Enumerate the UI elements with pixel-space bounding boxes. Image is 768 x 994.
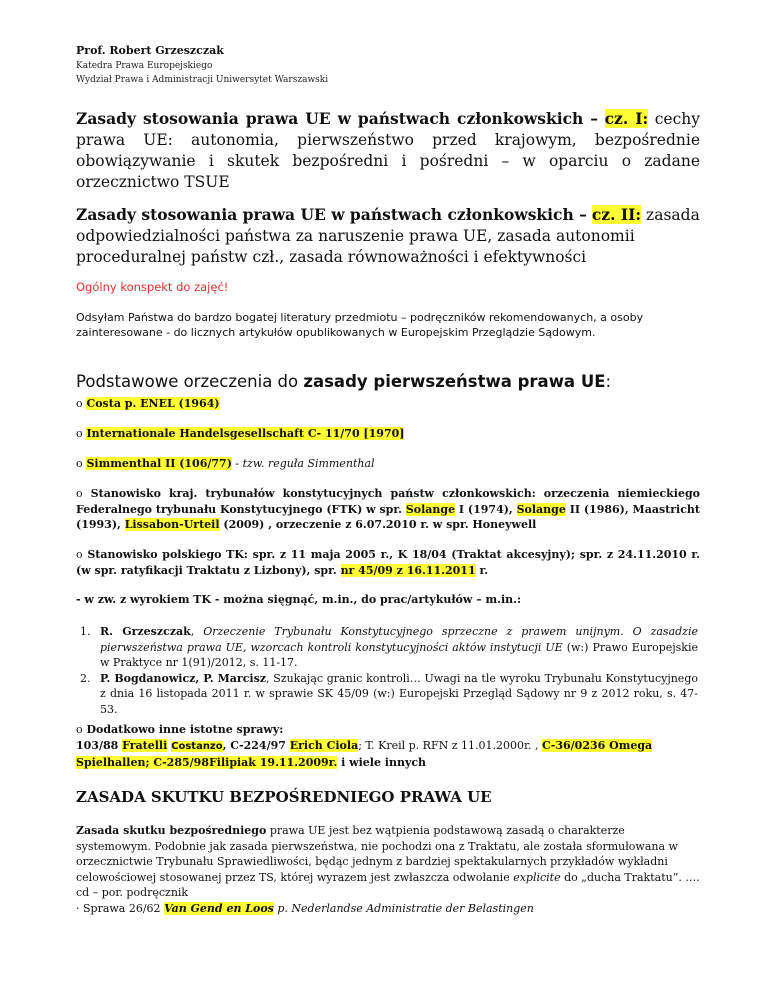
case-kreil: ; T. Kreil p. RFN z 11.01.2000r. , bbox=[358, 739, 543, 752]
heading-part-2-mark: cz. II: bbox=[591, 205, 642, 224]
bullet-o: o bbox=[76, 487, 83, 500]
primacy-heading bbox=[76, 372, 611, 391]
other-cases-list bbox=[76, 738, 700, 771]
polish-tk-paragraph bbox=[76, 547, 700, 578]
reference-source: (w:) Europejski Przegląd Sądowy nr 9 z 2012 roku, s. 47-53. bbox=[100, 687, 699, 716]
const-courts-text: II (1986), Maastricht (1993), bbox=[76, 502, 700, 531]
author-name: Prof. Robert Grzeszczak bbox=[76, 44, 224, 57]
reference-item: 2. P. Bogdanowicz, P. Marcisz, Szukając granic kontroli… Uwagi na tle wyroku Trybunału Konstytucyjnego z dnia 16 listopada 2011 r. w sprawie SK 45/09 (w:) Europejski Przegląd Sądowy nr 9 z 2012 roku, s. 47-53. bbox=[94, 671, 698, 718]
heading-part-1-mark: cz. I: bbox=[604, 109, 649, 128]
reference-author: P. Bogdanowicz, P. Marcisz bbox=[100, 671, 267, 685]
case-handelsgesellschaft-name: Internationale Handelsgesellschaft C- 11/70 [1970] bbox=[86, 427, 405, 440]
heading-part-2-rest: zasada odpowiedzialności państwa za naruszenie prawa UE, zasada autonomii proceduralnej państw czł., zasada równoważności i efektywności bbox=[76, 206, 700, 266]
solange-mark: Solange bbox=[516, 502, 566, 516]
polish-tk-text: Stanowisko polskiego TK: spr. z 11 maja 2005 r., K 18/04 (Traktat akcesyjny); spr. z 24.11.2010 r. (w spr. ratyfikacji Traktatu z Lizbony), spr. bbox=[76, 548, 700, 577]
case-simmenthal-name: Simmenthal II (106/77) bbox=[86, 457, 232, 470]
heading-part-2 bbox=[76, 204, 700, 268]
author-chair: Katedra Prawa Europejskiego bbox=[76, 61, 213, 71]
heading-part-1-rest: cechy prawa UE: autonomia, pierwszeństwo przed krajowym, bezpośrednie obowiązywanie i skutek bezpośredni i pośredni – w oparciu o zadane orzecznictwo TSUE bbox=[76, 110, 701, 191]
reference-source: (w:) Prawo Europejskie w Praktyce nr 1(91)/2012, s. 11-17. bbox=[100, 640, 698, 669]
direct-effect-paragraph bbox=[76, 823, 700, 916]
bullet-o: o bbox=[76, 397, 83, 410]
heading-part-2-bold: Zasady stosowania prawa UE w państwach członkowskich – bbox=[76, 205, 587, 224]
direct-effect-explicite: explicite bbox=[513, 870, 561, 884]
primacy-heading-colon: : bbox=[605, 372, 612, 391]
direct-effect-text: prawa UE jest bez wątpienia podstawową zasadą o charakterze systemowym. Podobnie jak zasada pierwszeństwa, nie pochodzi ona z Traktatu, ale została sformułowana w orzecznictwie Trybunału Sprawiedliwości, będąc jednym z bardziej spektakularnych przykładów wykładni celowościowej stosowanej przez TS, której wyrazem jest zwłaszcza odwołanie bbox=[76, 824, 678, 884]
direct-effect-heading: ZASADA SKUTKU BEZPOŚREDNIEGO PRAWA UE bbox=[76, 788, 492, 806]
case-omega: C-36/0236 Omega Spielhallen; bbox=[76, 739, 653, 769]
other-cases bbox=[76, 722, 700, 771]
reference-item: 1. R. Grzeszczak, Orzeczenie Trybunału Konstytucyjnego sprzeczne z prawem unijnym. O zasadzie pierwszeństwa prawa UE, wzorcach kontroli konstytucyjności aktów instytucji UE (w:) Prawo Europejskie w Praktyce nr 1(91)/2012, s. 11-17. bbox=[94, 624, 698, 671]
bullet-o: o bbox=[76, 457, 83, 470]
van-gend-prefix: · Sprawa 26/62 bbox=[76, 901, 165, 915]
other-cases-tail: i wiele innych bbox=[337, 756, 427, 769]
see-also-line: - w zw. z wyrokiem TK - można sięgnąć, m.in., do prac/artykułów – m.in.: bbox=[76, 593, 522, 606]
bullet-o: o bbox=[76, 548, 83, 561]
bullet-o: o bbox=[76, 723, 83, 736]
reference-author: R. Grzeszczak bbox=[100, 625, 191, 638]
const-courts-paragraph bbox=[76, 486, 700, 533]
primacy-heading-plain: Podstawowe orzeczenia do bbox=[76, 372, 304, 391]
case-simmenthal-note: - tzw. reguła Simmenthal bbox=[231, 457, 375, 470]
case-fratelli: Fratelli bbox=[122, 739, 168, 752]
other-cases-heading-text: Dodatkowo inne istotne sprawy: bbox=[86, 723, 284, 736]
direct-effect-text: do „ducha Traktatu”. …. cd – por. podręcznik bbox=[76, 870, 700, 899]
case-number: , C-224/97 bbox=[222, 739, 290, 752]
direct-effect-lead: Zasada skutku bezpośredniego bbox=[76, 824, 267, 837]
other-cases-heading bbox=[76, 722, 700, 738]
polish-tk-text: r. bbox=[475, 563, 489, 577]
bullet-o: o bbox=[76, 427, 83, 440]
heading-part-1-bold: Zasady stosowania prawa UE w państwach członkowskich – bbox=[76, 109, 599, 128]
case-number: 103/88 bbox=[76, 739, 123, 752]
van-gend-rest: p. Nederlandse Administratie der Belastingen bbox=[273, 901, 534, 915]
const-courts-text: Stanowisko kraj. trybunałów konstytucyjnych państw członkowskich: orzeczenia niemieckiego Federalnego trybunału Konstytucyjnego (FTK) w spr. bbox=[76, 487, 700, 516]
references-list bbox=[76, 624, 698, 717]
case-simmenthal bbox=[76, 457, 375, 470]
case-costanzo: Costanzo bbox=[171, 741, 223, 752]
case-handelsgesellschaft bbox=[76, 427, 404, 440]
const-courts-text: (2009) , orzeczenie z 6.07.2010 r. w spr. Honeywell bbox=[219, 518, 537, 531]
author-faculty: Wydział Prawa i Administracji Uniwersytet Warszawski bbox=[76, 75, 329, 85]
polish-tk-mark: nr 45/09 z 16.11.2011 bbox=[340, 563, 476, 577]
lissabon-mark: Lissabon-Urteil bbox=[124, 518, 220, 531]
intro-paragraph: Odsyłam Państwa do bardzo bogatej literatury przedmiotu – podręczników rekomendowanych, a osoby zainteresowane - do licznych artykułów opublikowanych w Europejskim Przeglądzie Sądowym. bbox=[76, 311, 644, 339]
solange-mark: Solange bbox=[405, 502, 456, 516]
case-costa bbox=[76, 397, 220, 410]
case-costa-name: Costa p. ENEL (1964) bbox=[86, 397, 220, 410]
reference-title: Orzeczenie Trybunału Konstytucyjnego sprzeczne z prawem unijnym. O zasadzie pierwszeństwa prawa UE, wzorcach kontroli konstytucyjności aktów instytucji UE bbox=[100, 625, 698, 654]
case-filipiak: C-285/98Filipiak 19.11.2009r. bbox=[149, 756, 338, 769]
outline-note: Ogólny konspekt do zajęć! bbox=[76, 280, 229, 294]
const-courts-text: I (1974), bbox=[455, 502, 517, 516]
heading-part-1 bbox=[76, 108, 700, 193]
van-gend-name: Van Gend en Loos bbox=[164, 901, 274, 915]
primacy-heading-bold: zasady pierwszeństwa prawa UE bbox=[303, 372, 606, 391]
case-ciola: Erich Ciola bbox=[289, 739, 359, 752]
reference-title: Szukając granic kontroli… Uwagi na tle wyroku Trybunału Konstytucyjnego z dnia 16 listopada 2011 r. w sprawie SK 45/09 bbox=[100, 671, 698, 700]
